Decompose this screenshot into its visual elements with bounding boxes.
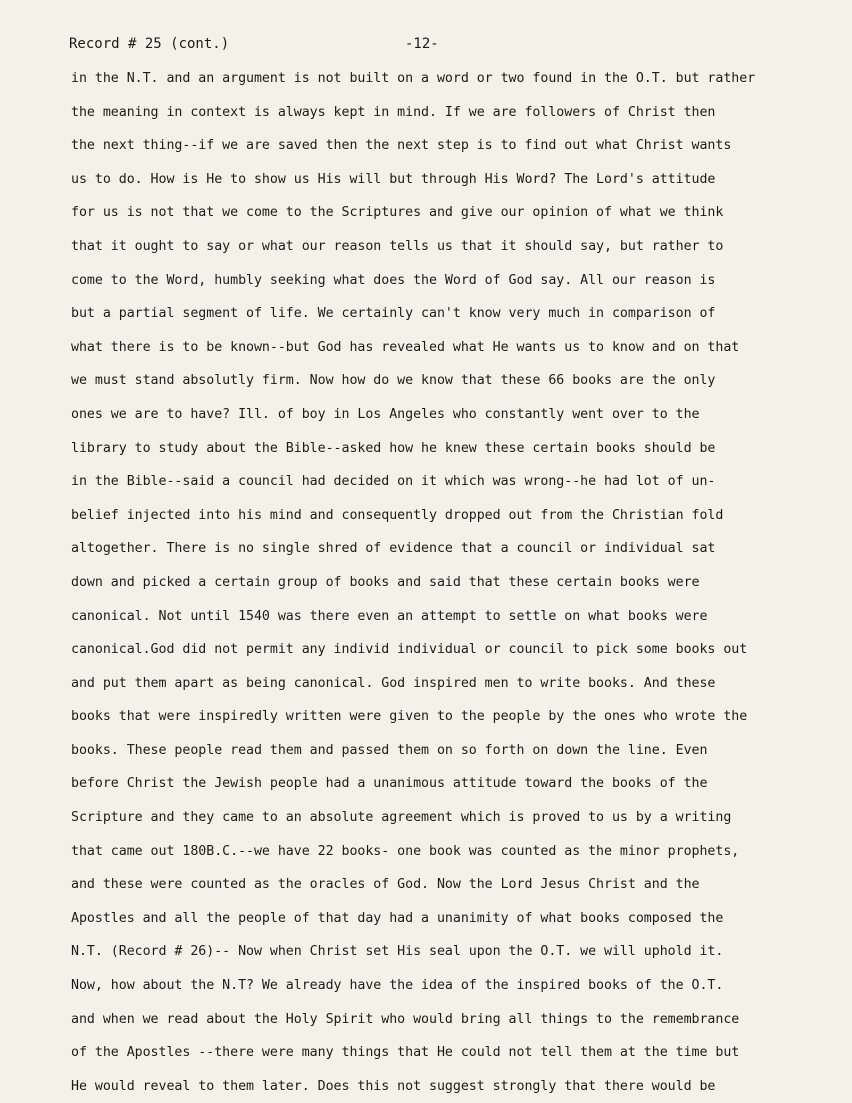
text-line: books that were inspiredly written were given to the people by the ones who wrote the <box>71 709 748 725</box>
text-line: that it ought to say or what our reason tells us that it should say, but rather to <box>71 238 724 254</box>
text-line: books. These people read them and passed them on so forth on down the line. Even <box>71 742 708 758</box>
record-label: Record # 25 (cont.) <box>69 36 230 52</box>
text-line: come to the Word, humbly seeking what does the Word of God say. All our reason is <box>71 272 716 288</box>
text-line: and when we read about the Holy Spirit who would bring all things to the remembrance <box>71 1011 740 1027</box>
text-line: of the Apostles --there were many things that He could not tell them at the time but <box>71 1045 740 1061</box>
text-line: the next thing--if we are saved then the next step is to find out what Christ wants <box>71 138 732 154</box>
text-line: Scripture and they came to an absolute agreement which is proved to us by a writing <box>71 810 732 826</box>
text-line: altogether. There is no single shred of evidence that a council or individual sat <box>71 541 716 557</box>
text-line: in the N.T. and an argument is not built on a word or two found in the O.T. but rather <box>71 71 756 86</box>
text-line: library to study about the Bible--asked how he knew these certain books should be <box>71 440 716 456</box>
page-number: -12- <box>405 36 439 52</box>
text-line: and these were counted as the oracles of God. Now the Lord Jesus Christ and the <box>71 877 700 893</box>
text-line: and put them apart as being canonical. God inspired men to write books. And these <box>71 675 716 691</box>
text-line: before Christ the Jewish people had a unanimous attitude toward the books of the <box>71 776 708 792</box>
text-line: He would reveal to them later. Does this not suggest strongly that there would be <box>71 1078 716 1094</box>
text-line: down and picked a certain group of books and said that these certain books were <box>71 574 700 590</box>
text-line: belief injected into his mind and consequently dropped out from the Christian fold <box>71 507 724 523</box>
text-line: the meaning in context is always kept in mind. If we are followers of Christ then <box>71 104 716 120</box>
text-line: canonical. Not until 1540 was there even an attempt to settle on what books were <box>71 608 708 624</box>
page-header <box>69 34 769 54</box>
text-line: what there is to be known--but God has revealed what He wants us to know and on that <box>71 339 740 355</box>
body-text <box>71 62 841 1103</box>
text-line: but a partial segment of life. We certainly can't know very much in comparison of <box>71 306 716 322</box>
text-line: Apostles and all the people of that day had a unanimity of what books composed the <box>71 910 724 926</box>
text-line: ones we are to have? Ill. of boy in Los Angeles who constantly went over to the <box>71 406 700 422</box>
text-line: us to do. How is He to show us His will but through His Word? The Lord's attitude <box>71 171 716 187</box>
text-line: we must stand absolutly firm. Now how do we know that these 66 books are the only <box>71 373 716 389</box>
text-line: N.T. (Record # 26)-- Now when Christ set His seal upon the O.T. we will uphold it. <box>71 944 724 960</box>
text-line: that came out 180B.C.--we have 22 books- one book was counted as the minor prophets, <box>71 843 740 859</box>
text-line: for us is not that we come to the Scriptures and give our opinion of what we think <box>71 205 724 221</box>
text-line: Now, how about the N.T? We already have the idea of the inspired books of the O.T. <box>71 978 724 994</box>
text-line: canonical.God did not permit any individ individual or council to pick some books out <box>71 642 748 658</box>
text-line: in the Bible--said a council had decided on it which was wrong--he had lot of un- <box>71 474 716 490</box>
